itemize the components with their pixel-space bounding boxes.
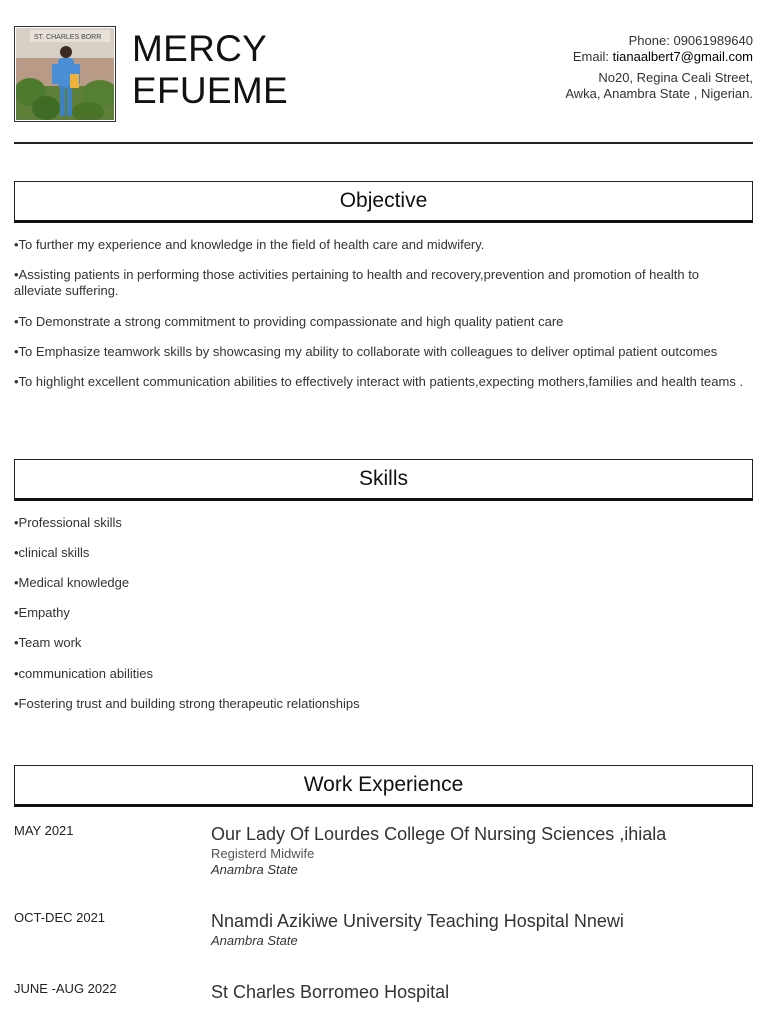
- resume-header: [14, 26, 753, 126]
- address-line-2: Awka, Anambra State , Nigerian.: [565, 86, 753, 101]
- work-employer: Our Lady Of Lourdes College Of Nursing Sciences ,ihiala: [211, 824, 667, 844]
- candidate-name: [132, 28, 288, 112]
- work-employer: St Charles Borromeo Hospital: [211, 982, 450, 1002]
- skill-item: •Empathy: [14, 605, 70, 620]
- skill-item: •Professional skills: [14, 515, 122, 530]
- email-address[interactable]: tianaalbert7@gmail.com: [612, 49, 753, 64]
- skills-heading: Skills: [14, 459, 753, 501]
- work-date: OCT-DEC 2021: [14, 910, 106, 925]
- skill-item: •Team work: [14, 635, 82, 650]
- objective-heading: Objective: [14, 181, 753, 223]
- first-name: MERCY: [132, 28, 268, 69]
- work-date: JUNE -AUG 2022: [14, 981, 117, 996]
- profile-photo: [14, 26, 116, 122]
- skill-item: •communication abilities: [14, 666, 153, 681]
- work-details: [211, 823, 666, 878]
- work-employer: Nnamdi Azikiwe University Teaching Hospital Nnewi: [211, 911, 624, 931]
- work-details: [211, 981, 449, 1003]
- skill-item: •Medical knowledge: [14, 575, 130, 590]
- phone-number[interactable]: 09061989640: [673, 33, 753, 48]
- work-location: Anambra State: [211, 933, 298, 948]
- email-label: Email:: [572, 49, 609, 64]
- phone-label: Phone:: [628, 33, 670, 48]
- objective-item: •To further my experience and knowledge in the field of health care and midwifery.: [14, 237, 485, 252]
- objective-item: •To highlight excellent communication abilities to effectively interact with patients,expecting mothers,families and health teams .: [14, 374, 744, 389]
- work-date: MAY 2021: [14, 823, 74, 838]
- photo-sign-text: ST. CHARLES BORR: [34, 34, 102, 41]
- work-role: Registerd Midwife: [211, 846, 315, 861]
- phone-line: [565, 33, 753, 49]
- objective-item: •To Emphasize teamwork skills by showcasing my ability to collaborate with colleagues to deliver optimal patient outcomes: [14, 344, 718, 359]
- last-name: EFUEME: [132, 70, 288, 111]
- address-line-1: No20, Regina Ceali Street,: [598, 70, 753, 85]
- skill-item: •Fostering trust and building strong therapeutic relationships: [14, 696, 360, 711]
- work-details: [211, 910, 624, 949]
- header-divider: [14, 142, 753, 144]
- work-experience-heading: Work Experience: [14, 765, 753, 807]
- email-line: [565, 49, 753, 65]
- objective-item: •Assisting patients in performing those activities pertaining to health and recovery,prevention and promotion of health to alleviate suffering.: [14, 267, 700, 298]
- contact-info: [565, 33, 753, 102]
- work-location: Anambra State: [211, 862, 298, 877]
- objective-item: •To Demonstrate a strong commitment to providing compassionate and high quality patient care: [14, 314, 564, 329]
- skill-item: •clinical skills: [14, 545, 90, 560]
